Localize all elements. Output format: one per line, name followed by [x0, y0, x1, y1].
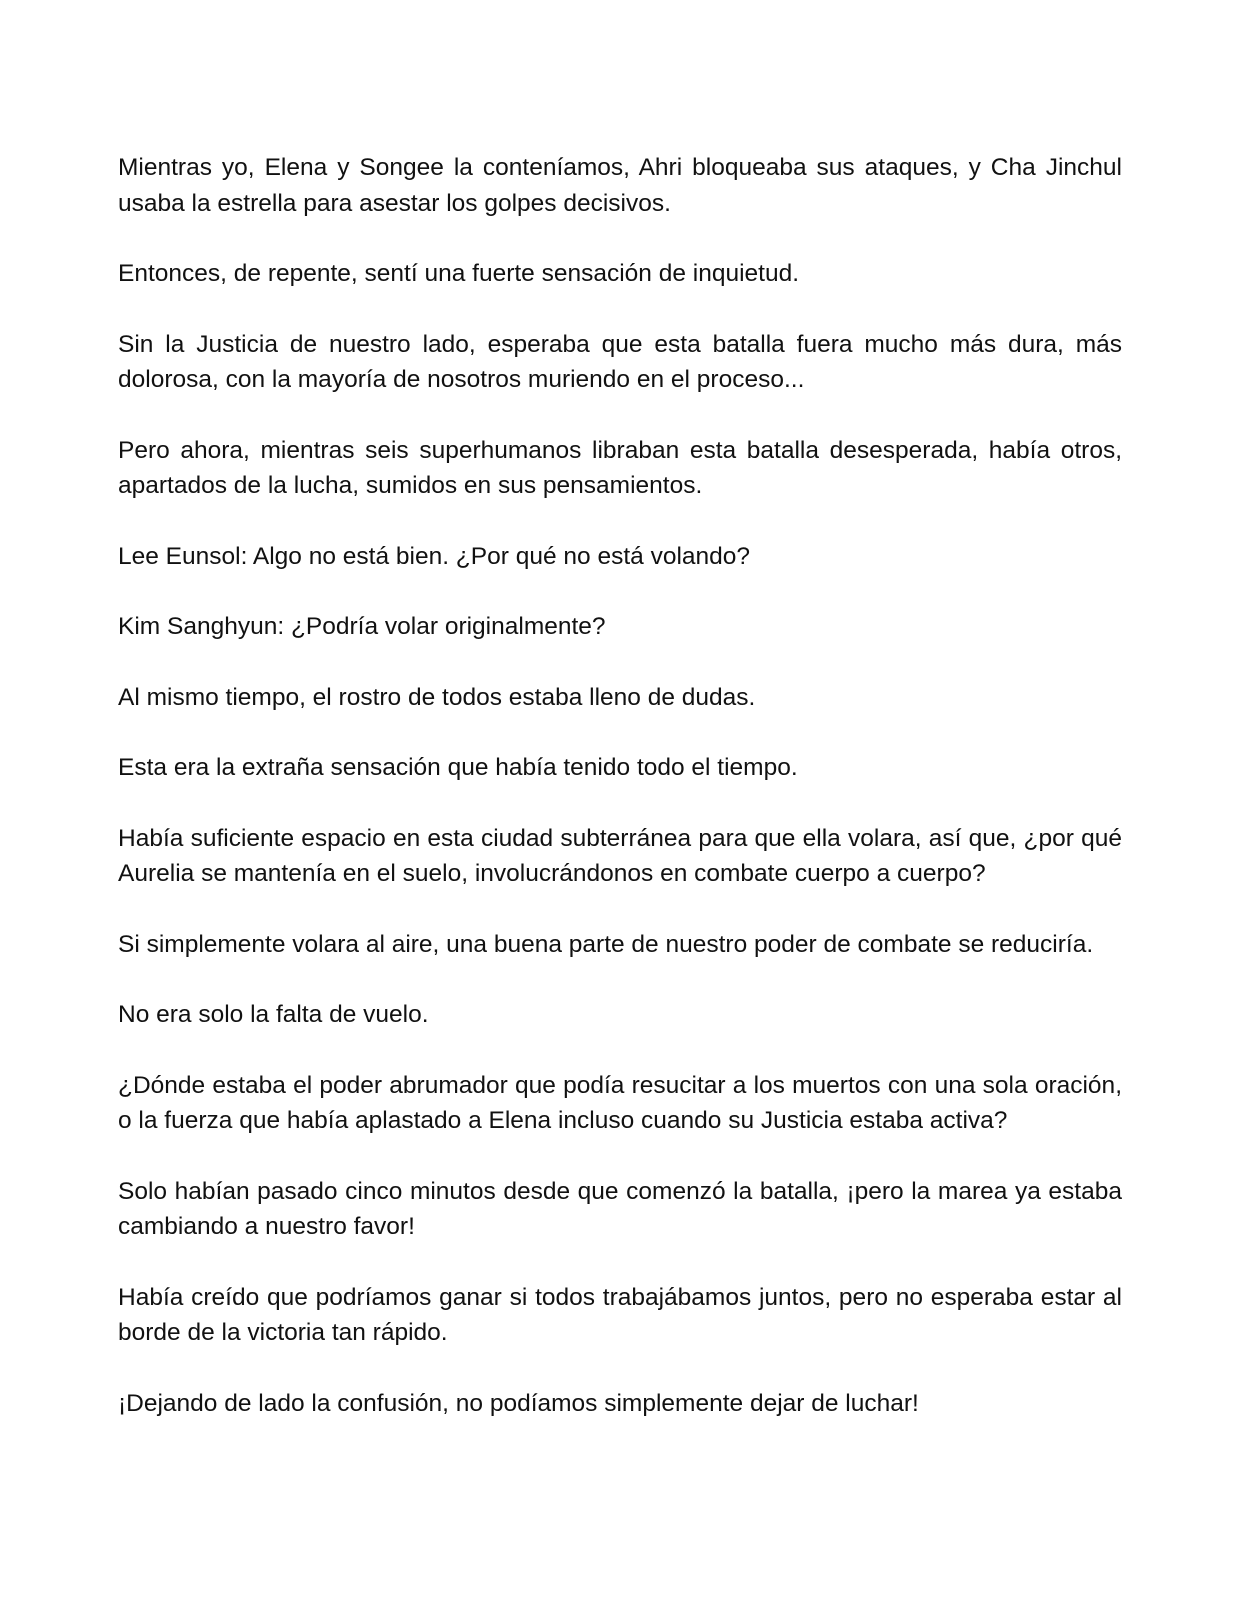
paragraph: Kim Sanghyun: ¿Podría volar originalmente?: [118, 613, 606, 640]
document-body: [118, 150, 1122, 1456]
paragraph: ¡Dejando de lado la confusión, no podíamos simplemente dejar de luchar!: [118, 1389, 919, 1417]
paragraph: Lee Eunsol: Algo no está bien. ¿Por qué no está volando?: [118, 542, 751, 570]
paragraph: Esta era la extraña sensación que había tenido todo el tiempo.: [118, 754, 798, 781]
paragraph: Pero ahora, mientras seis superhumanos libraban esta batalla desesperada, había otros, apartados de la lucha, sumidos en sus pensamientos.: [118, 436, 1122, 499]
paragraph: Había creído que podríamos ganar si todos trabajábamos juntos, pero no esperaba estar al borde de la victoria tan rápido.: [118, 1283, 1122, 1346]
paragraph: Si simplemente volara al aire, una buena parte de nuestro poder de combate se reduciría.: [118, 930, 1094, 958]
paragraph: Al mismo tiempo, el rostro de todos estaba lleno de dudas.: [118, 683, 756, 711]
paragraph: No era solo la falta de vuelo.: [118, 1001, 429, 1028]
paragraph: Sin la Justicia de nuestro lado, esperaba que esta batalla fuera mucho más dura, más dolorosa, con la mayoría de nosotros muriendo en el proceso...: [118, 330, 1122, 393]
paragraph: Entonces, de repente, sentí una fuerte sensación de inquietud.: [118, 260, 800, 287]
paragraph: Solo habían pasado cinco minutos desde que comenzó la batalla, ¡pero la marea ya estaba cambiando a nuestro favor!: [118, 1177, 1122, 1240]
paragraph: Mientras yo, Elena y Songee la conteníamos, Ahri bloqueaba sus ataques, y Cha Jinchul usaba la estrella para asestar los golpes decisivos.: [118, 154, 1122, 217]
paragraph: ¿Dónde estaba el poder abrumador que podía resucitar a los muertos con una sola oración, o la fuerza que había aplastado a Elena incluso cuando su Justicia estaba activa?: [118, 1071, 1122, 1134]
paragraph: Había suficiente espacio en esta ciudad subterránea para que ella volara, así que, ¿por qué Aurelia se mantenía en el suelo, involucrándonos en combate cuerpo a cuerpo?: [118, 824, 1122, 887]
